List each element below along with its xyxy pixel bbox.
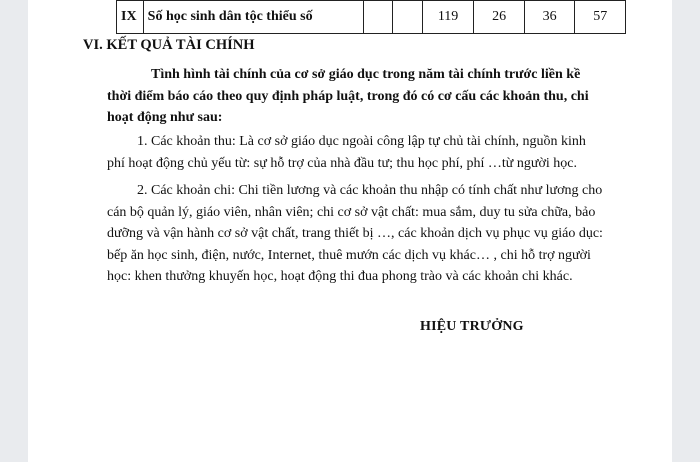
value-cell: 26 xyxy=(474,1,525,34)
value-cell: 119 xyxy=(422,1,473,34)
empty-cell xyxy=(363,1,393,34)
row-index: IX xyxy=(117,1,144,34)
value-cell: 57 xyxy=(575,1,626,34)
empty-cell xyxy=(393,1,423,34)
signature-title: HIỆU TRƯỞNG xyxy=(420,319,524,334)
row-label: Số học sinh dân tộc thiểu số xyxy=(143,1,363,34)
section-heading: VI. KẾT QUẢ TÀI CHÍNH xyxy=(83,37,255,53)
value-cell: 36 xyxy=(524,1,575,34)
intro-paragraph: Tình hình tài chính của cơ sở giáo dục trong năm tài chính trước liền kề thời điểm báo cáo theo quy định pháp luật, trong đó có cơ cấu các khoản thu, chi hoạt động như sau: xyxy=(107,67,589,125)
statistics-table xyxy=(116,0,626,34)
revenue-item: 1. Các khoản thu: Là cơ sở giáo dục ngoài công lập tự chủ tài chính, nguồn kinh phí hoạt động chủ yếu từ: sự hỗ trợ của nhà đầu tư; thu học phí, phí …từ người học. xyxy=(107,134,586,171)
expense-item: 2. Các khoản chi: Chi tiền lương và các khoản thu nhập có tính chất như lương cho cán bộ quản lý, giáo viên, nhân viên; chi cơ sở vật chất: mua sắm, duy tu sửa chữa, bảo dưỡng và vận hành cơ sở vật chất, trang thiết bị …, các khoản dịch vụ phục vụ giáo dục: bếp ăn học sinh, điện, nước, Internet, thuê mướn các dịch vụ khác… , chi hỗ trợ người học: khen thưởng khuyến học, hoạt động thi đua phong trào và các khoản chi khác. xyxy=(107,183,603,284)
table-row xyxy=(117,1,626,34)
